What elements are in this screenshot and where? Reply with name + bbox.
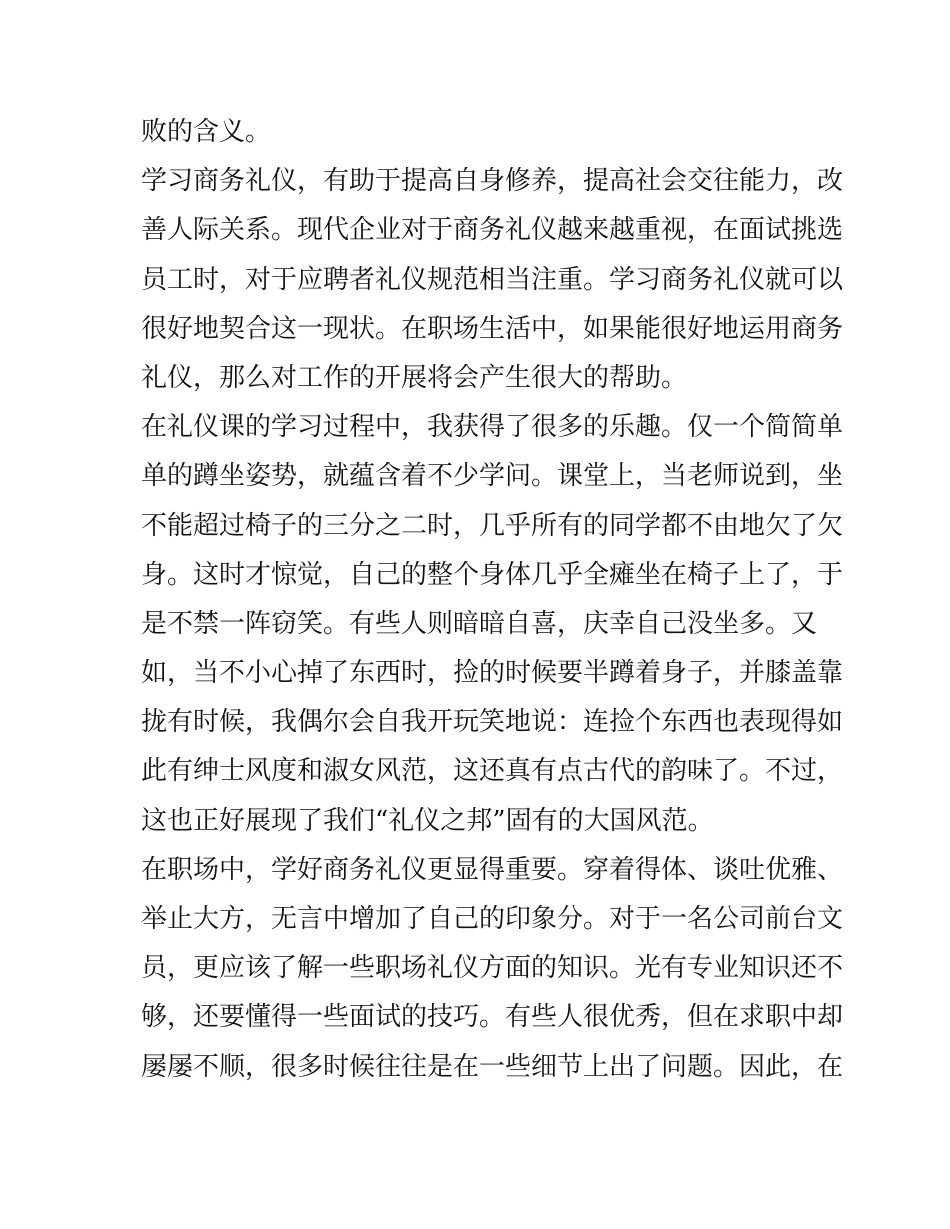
text-line-20: 屡屡不顺，很多时候往往是在一些细节上出了问题。因此，在 bbox=[141, 1051, 844, 1082]
text-line-15: 这也正好展现了我们“礼仪之邦”固有的大国风范。 bbox=[141, 805, 714, 836]
text-line-17: 举止大方，无言中增加了自己的印象分。对于一名公司前台文 bbox=[141, 904, 844, 934]
text-line-7: 在礼仪课的学习过程中，我获得了很多的乐趣。仅一个简简单 bbox=[141, 412, 844, 443]
text-line-11: 是不禁一阵窃笑。有些人则暗暗自喜，庆幸自己没坐多。又 bbox=[141, 608, 818, 639]
text-line-18: 员，更应该了解一些职场礼仪方面的知识。光有专业知识还不 bbox=[141, 953, 844, 984]
text-line-3: 善人际关系。现代企业对于商务礼仪越来越重视，在面试挑选 bbox=[141, 215, 844, 246]
text-line-12: 如，当不小心掉了东西时，捡的时候要半蹲着身子，并膝盖靠 bbox=[141, 658, 844, 689]
text-line-8: 单的蹲坐姿势，就蕴含着不少学问。课堂上，当老师说到，坐 bbox=[141, 461, 844, 492]
text-line-16: 在职场中，学好商务礼仪更显得重要。穿着得体、谈吐优雅、 bbox=[141, 854, 844, 885]
text-line-1: 败的含义。 bbox=[141, 117, 272, 147]
text-line-6: 礼仪，那么对工作的开展将会产生很大的帮助。 bbox=[141, 362, 688, 393]
text-line-5: 很好地契合这一现状。在职场生活中，如果能很好地运用商务 bbox=[141, 313, 844, 344]
text-line-14: 此有绅士风度和淑女风范，这还真有点古代的韵味了。不过， bbox=[141, 756, 844, 787]
text-line-10: 身。这时才惊觉，自己的整个身体几乎全瘫坐在椅子上了，于 bbox=[141, 559, 844, 590]
text-line-9: 不能超过椅子的三分之二时，几乎所有的同学都不由地欠了欠 bbox=[141, 510, 844, 541]
text-line-19: 够，还要懂得一些面试的技巧。有些人很优秀，但在求职中却 bbox=[141, 1002, 844, 1033]
text-line-13: 拢有时候，我偶尔会自我开玩笑地说：连捡个东西也表现得如 bbox=[141, 707, 844, 738]
text-line-2: 学习商务礼仪，有助于提高自身修养，提高社会交往能力，改 bbox=[141, 166, 844, 197]
document-body bbox=[141, 108, 844, 1092]
text-line-4: 员工时，对于应聘者礼仪规范相当注重。学习商务礼仪就可以 bbox=[141, 264, 844, 295]
